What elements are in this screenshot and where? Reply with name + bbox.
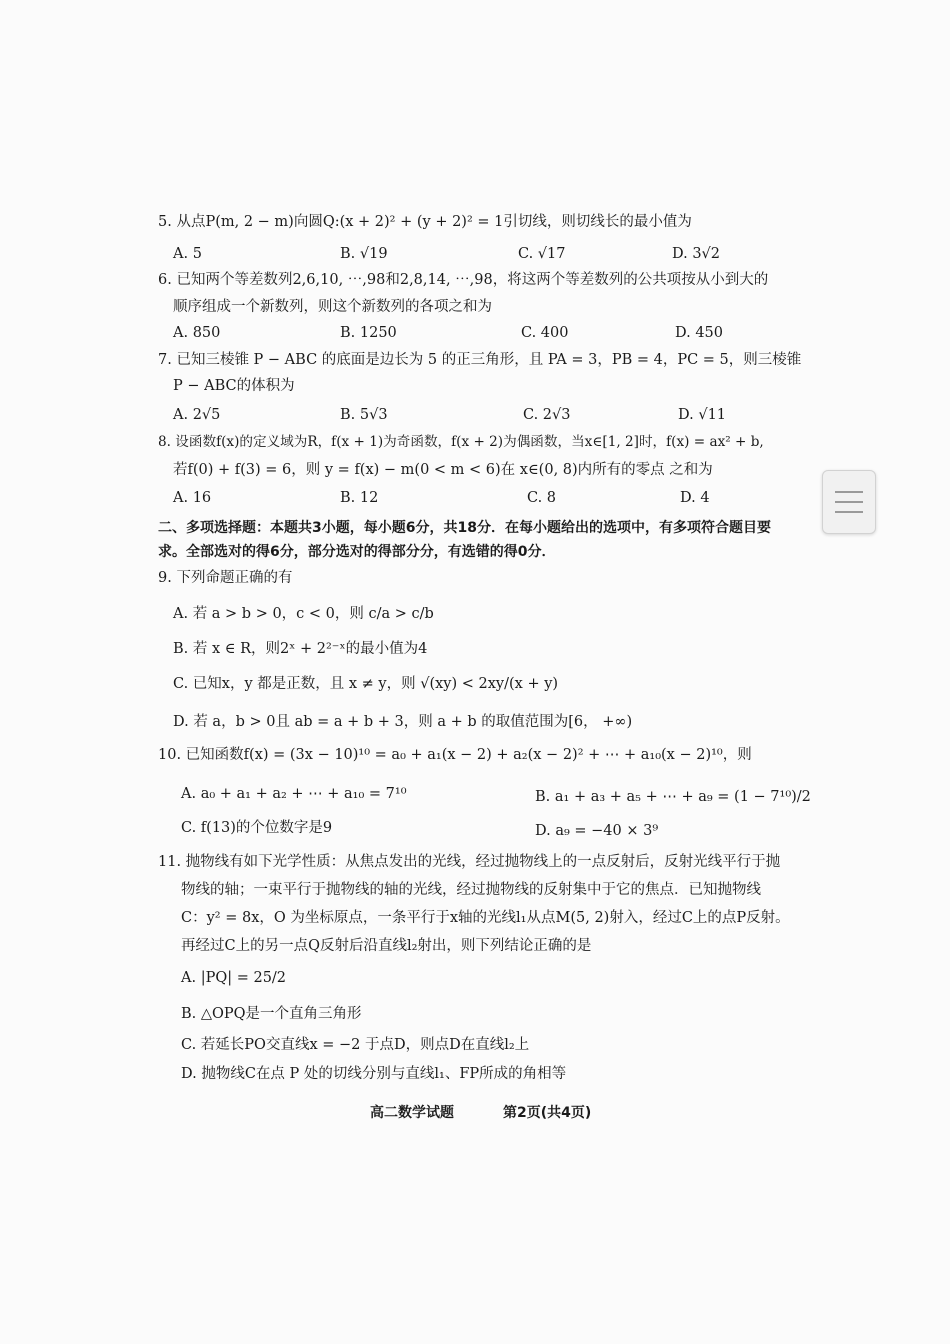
q7-option-b: B. 5√3 — [340, 407, 388, 423]
q6-option-b: B. 1250 — [340, 325, 397, 341]
question-8-stem-line1: 8. 设函数f(x)的定义域为R，f(x + 1)为奇函数，f(x + 2)为偶函数，当x∈[1, 2]时，f(x) = ax² + b, — [158, 434, 764, 450]
q10-option-a: A. a₀ + a₁ + a₂ + ⋯ + a₁₀ = 7¹⁰ — [181, 786, 407, 802]
q9-option-c: C. 已知x，y 都是正数，且 x ≠ y，则 √(xy) < 2xy/(x + y) — [173, 676, 559, 692]
q5-option-b: B. √19 — [340, 246, 388, 262]
hamburger-menu-icon — [835, 491, 863, 493]
q9-option-a: A. 若 a > b > 0，c < 0，则 c/a > c/b — [173, 606, 434, 622]
question-5-stem: 5. 从点P(m, 2 − m)向圆Q:(x + 2)² + (y + 2)² = 1引切线，则切线长的最小值为 — [158, 214, 692, 230]
question-11-stem-line1: 11. 抛物线有如下光学性质：从焦点发出的光线，经过抛物线上的一点反射后，反射光线平行于抛 — [158, 854, 781, 870]
q6-option-c: C. 400 — [521, 325, 569, 341]
q8-option-d: D. 4 — [680, 490, 710, 506]
q9-option-d: D. 若 a，b > 0且 ab = a + b + 3，则 a + b 的取值范围为[6， +∞) — [173, 714, 633, 730]
question-7-stem-line2: P − ABC的体积为 — [173, 378, 295, 394]
q11-option-c: C. 若延长PO交直线x = −2 于点D，则点D在直线l₂上 — [181, 1037, 530, 1053]
footer-exam-title: 高二数学试题 — [370, 1105, 454, 1121]
question-9-stem: 9. 下列命题正确的有 — [158, 570, 293, 586]
hamburger-menu-icon-bar-3 — [835, 511, 863, 513]
q5-option-d: D. 3√2 — [672, 246, 721, 262]
q10-option-c: C. f(13)的个位数字是9 — [181, 820, 333, 836]
question-11-stem-line4: 再经过C上的另一点Q反射后沿直线l₂射出，则下列结论正确的是 — [181, 938, 592, 954]
q5-option-a: A. 5 — [173, 246, 202, 262]
q7-option-c: C. 2√3 — [523, 407, 571, 423]
section-2-heading-line2: 求。全部选对的得6分，部分选对的得部分分，有选错的得0分． — [158, 544, 556, 560]
section-2-heading-line1: 二、多项选择题：本题共3小题，每小题6分，共18分．在每小题给出的选项中，有多项符合题目要 — [158, 520, 771, 536]
q8-option-b: B. 12 — [340, 490, 379, 506]
q9-option-b: B. 若 x ∈ R，则2ˣ + 2²⁻ˣ的最小值为4 — [173, 641, 428, 657]
q6-option-d: D. 450 — [675, 325, 724, 341]
question-11-stem-line3: C：y² = 8x，O 为坐标原点，一条平行于x轴的光线l₁从点M(5, 2)射入，经过C上的点P反射。 — [181, 910, 790, 926]
q10-option-d: D. a₉ = −40 × 3⁹ — [535, 823, 659, 839]
q11-option-a: A. |PQ| = 25/2 — [181, 970, 287, 986]
q7-option-a: A. 2√5 — [173, 407, 221, 423]
question-10-stem: 10. 已知函数f(x) = (3x − 10)¹⁰ = a₀ + a₁(x − 2) + a₂(x − 2)² + ⋯ + a₁₀(x − 2)¹⁰，则 — [158, 747, 752, 763]
q7-option-d: D. √11 — [678, 407, 727, 423]
q5-option-c: C. √17 — [518, 246, 566, 262]
q10-option-b: B. a₁ + a₃ + a₅ + ⋯ + a₉ = (1 − 7¹⁰)/2 — [535, 789, 811, 805]
question-8-stem-line2: 若f(0) + f(3) = 6，则 y = f(x) − m(0 < m < 6)在 x∈(0, 8)内所有的零点 之和为 — [173, 462, 713, 478]
q8-option-a: A. 16 — [173, 490, 212, 506]
question-6-stem-line2: 顺序组成一个新数列，则这个新数列的各项之和为 — [173, 299, 492, 315]
q6-option-a: A. 850 — [173, 325, 221, 341]
footer-page-number: 第2页(共4页) — [503, 1105, 592, 1121]
q11-option-b: B. △OPQ是一个直角三角形 — [181, 1006, 362, 1022]
question-6-stem-line1: 6. 已知两个等差数列2,6,10, ⋯,98和2,8,14, ⋯,98，将这两个等差数列的公共项按从小到大的 — [158, 272, 769, 288]
question-7-stem-line1: 7. 已知三棱锥 P − ABC 的底面是边长为 5 的正三角形，且 PA = 3，PB = 4，PC = 5，则三棱锥 — [158, 352, 802, 368]
q8-option-c: C. 8 — [527, 490, 557, 506]
question-11-stem-line2: 物线的轴；一束平行于抛物线的轴的光线，经过抛物线的反射集中于它的焦点．已知抛物线 — [181, 882, 761, 898]
q11-option-d: D. 抛物线C在点 P 处的切线分别与直线l₁、FP所成的角相等 — [181, 1066, 567, 1082]
hamburger-menu-icon-bar-2 — [835, 501, 863, 503]
menu-button[interactable] — [822, 470, 876, 534]
